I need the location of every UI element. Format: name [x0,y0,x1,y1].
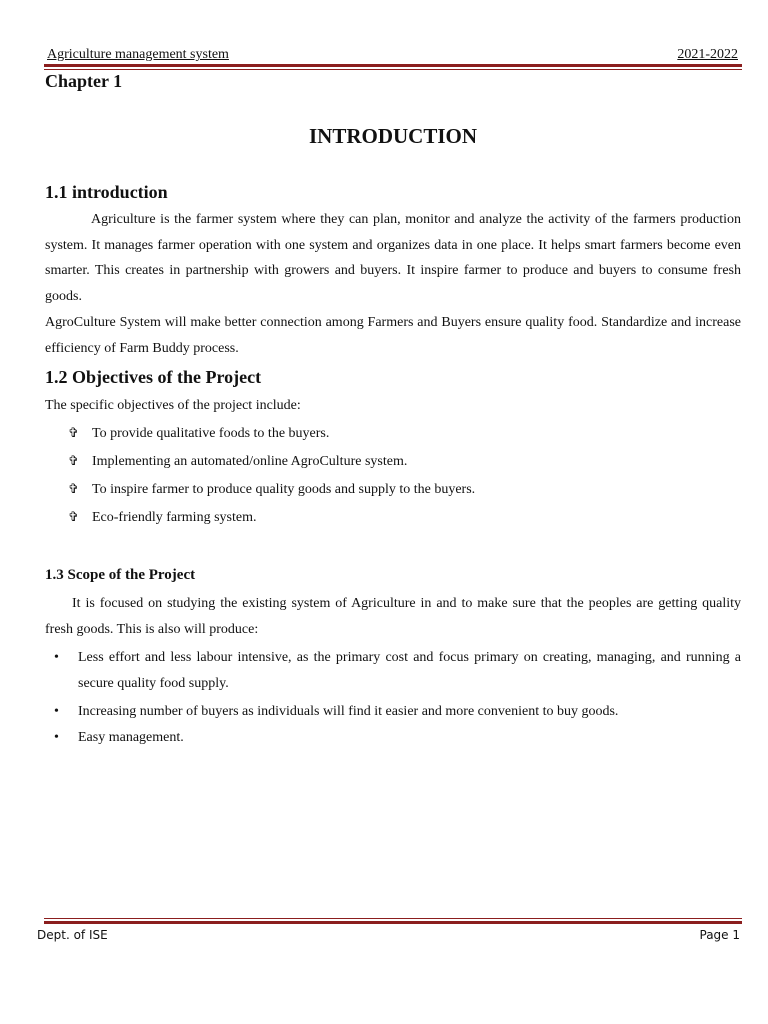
header-title: Agriculture management system [47,47,229,62]
bullet-dot-icon: • [54,730,59,745]
bullet-dot-icon: • [54,704,59,719]
scope-item [54,645,741,697]
footer-page-number: Page 1 [699,928,740,942]
section-1-1-paragraph-2: AgroCulture System will make better connection among Farmers and Buyers ensure quality food. Standardize and increase efficiency of Farm Buddy process. [45,315,741,356]
scope-item [54,699,741,725]
objective-item [68,509,256,526]
header-rule-thick [44,64,742,67]
footer-department: Dept. of ISE [37,928,108,942]
header-year: 2021-2022 [677,47,738,62]
scope-text: Less effort and less labour intensive, as the primary cost and focus primary on creating, managing, and running a secure quality food supply. [78,650,741,691]
scope-item [54,725,741,751]
chapter-label: Chapter 1 [45,71,123,91]
header-rule-thin [44,69,742,70]
section-1-1-paragraph-1: Agriculture is the farmer system where they can plan, monitor and analyze the activity of the farmers production system. It manages farmer operation with one system and organizes data in one place. It helps smart farmers become even smarter. This creates in partnership with growers and buyers. It inspire farmer to produce and buyers to consume fresh goods. [45,212,741,304]
cross-bullet-icon: ✞ [68,509,79,524]
scope-text: Increasing number of buyers as individuals will find it easier and more convenient to buy goods. [78,704,619,719]
section-1-3-paragraph: It is focused on studying the existing system of Agriculture in and to make sure that the peoples are getting quality fresh goods. This is also will produce: [45,596,741,637]
objective-item [68,425,329,442]
section-1-3-heading: 1.3 Scope of the Project [45,567,196,583]
cross-bullet-icon: ✞ [68,425,79,440]
objectives-intro: The specific objectives of the project include: [45,398,301,413]
page-title: INTRODUCTION [308,124,478,148]
objective-text: Eco-friendly farming system. [92,510,257,525]
section-1-2-heading: 1.2 Objectives of the Project [45,367,262,387]
objective-text: To inspire farmer to produce quality goods and supply to the buyers. [92,482,476,497]
objective-item [68,481,475,498]
scope-text: Easy management. [78,730,184,745]
cross-bullet-icon: ✞ [68,481,79,496]
footer-rule-thin [44,918,742,919]
cross-bullet-icon: ✞ [68,453,79,468]
objective-text: Implementing an automated/online AgroCulture system. [92,454,408,469]
objective-text: To provide qualitative foods to the buyers. [92,426,330,441]
section-1-1-heading: 1.1 introduction [45,182,168,202]
footer-rule-thick [44,921,742,924]
bullet-dot-icon: • [54,650,59,665]
objective-item [68,453,407,470]
